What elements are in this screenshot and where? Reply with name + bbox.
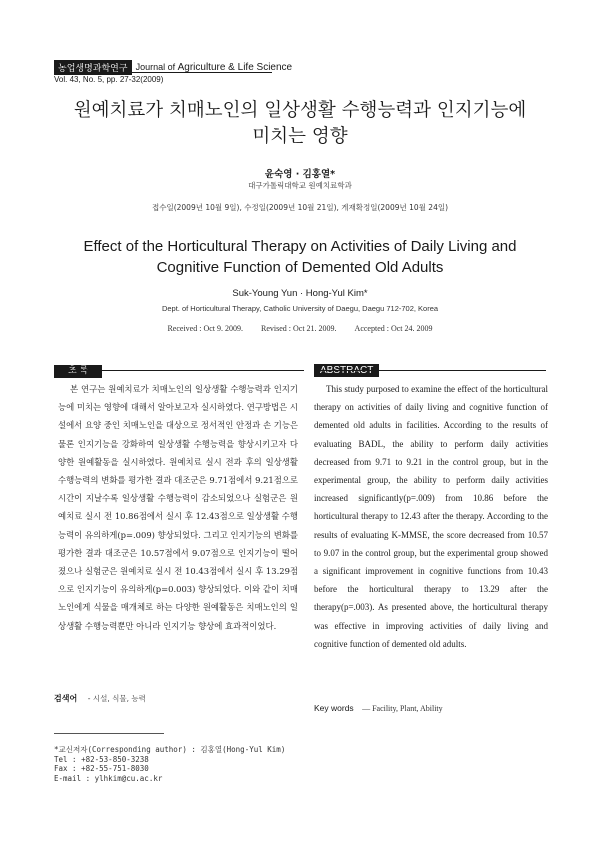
korean-abstract-heading — [54, 358, 304, 376]
english-keywords-value: — Facility, Plant, Ability — [362, 704, 443, 713]
english-affiliation: Dept. of Horticultural Therapy, Catholic University of Daegu, Daegu 712-702, Korea — [161, 304, 439, 313]
english-keywords-label: Key words — [314, 703, 354, 713]
english-keywords — [314, 703, 443, 713]
english-title-line2: Cognitive Function of Demented Old Adults — [156, 259, 444, 276]
english-title-line1: Effect of the Horticultural Therapy on Activities of Daily Living and — [83, 238, 517, 255]
english-abstract-label: ABSTRACT — [314, 364, 379, 377]
revised-date: Revised : Oct 21. 2009. — [261, 324, 337, 333]
footnote-email: E-mail : ylhkim@cu.ac.kr — [54, 773, 163, 783]
accepted-date: Accepted : Oct 24. 2009 — [354, 324, 433, 333]
korean-title — [40, 98, 560, 150]
korean-abstract-text: 본 연구는 원예치료가 치매노인의 일상생활 수행능력과 인지기능에 미치는 영향에 대해서 알아보고자 실시하였다. 연구방법은 시설에서 요양 중인 치매노인을 대상으로 정서적인 안정과 손 기능은 물론 인지기능을 강화하여 일상생활 수행능력을 향상시키고자 다양한 원예활동을 실시하였다. 원예치료 실시 전과 후의 일상생활 수행능력의 변화를 평가한 결과 대조군은 9.71점에서 9.21점으로 시간이 지날수록 일상생활 수행능력이 감소되었으나 실험군은 원예치료 실시 전 10.86점에서 실시 후 12.43점으로 일상생활 수행능력이 유의하게(p=.009) 향상되었다. 그리고 인지기능의 변화를 평가한 결과 대조군은 10.57점에서 9.07점으로 인지기능이 떨어졌으나 실험군은 원예치료 실시 전 10.43점에서 실시 후 13.29점으로 인지기능이 유의하게(p=0.003) 향상되었다. 이와 같이 치매노인에게 식물을 매개체로 하는 다양한 원예활동은 치매노인의 일상생활 수행능력뿐만 아니라 인지기능 향상에 효과적이었다. — [58, 384, 298, 631]
korean-affiliation: 대구가톨릭대학교 원예치료학과 — [248, 181, 352, 190]
english-abstract-heading — [314, 358, 546, 376]
english-abstract — [314, 380, 548, 653]
korean-keywords — [54, 693, 146, 704]
korean-abstract — [58, 380, 298, 635]
journal-name-prefix: Journal of — [135, 62, 176, 72]
volume-info: Vol. 43, No. 5, pp. 27-32(2009) — [54, 75, 164, 84]
journal-name-main: Agriculture & Life Science — [177, 62, 293, 73]
korean-title-line2: 미치는 영향 — [252, 126, 348, 147]
korean-dates: 접수일(2009년 10월 9일), 수정일(2009년 10월 21일), 게재확정일(2009년 10월 24일) — [151, 203, 449, 212]
korean-abstract-label: 초 록 — [54, 365, 102, 378]
heading-rule — [54, 370, 304, 371]
korean-keywords-label: 검색어 — [54, 694, 78, 703]
korean-title-line1: 원예치료가 치매노인의 일상생활 수행능력과 인지기능에 — [73, 100, 527, 121]
footnote — [54, 745, 285, 783]
footnote-tel: Tel : +82-53-850-3238 — [54, 754, 149, 764]
english-authors: Suk-Young Yun · Hong-Yul Kim* — [232, 288, 368, 299]
journal-rule — [54, 72, 272, 73]
footnote-rule — [54, 733, 164, 734]
footnote-corresponding: *교신저자(Corresponding author) : 김홍열(Hong-Yul Kim) — [54, 745, 286, 754]
english-title — [30, 236, 570, 278]
korean-keywords-value: - 시설, 식물, 능력 — [87, 694, 146, 703]
heading-rule — [314, 370, 546, 371]
journal-badge: 농업생명과학연구 — [54, 60, 132, 75]
received-date: Received : Oct 9. 2009. — [167, 324, 243, 333]
english-abstract-text: This study purposed to examine the effect of the horticultural therapy on activities of daily living and cognitive function of demented old adults in facilities. According to the results of evaluating BADL, the ability to perform daily activities decreased from 9.71 to 9.21 in the control group, but in the experimental group, the ability to perform daily activities increased significantly(p=.009) from 10.86 before the horticultural therapy to 12.43 after the therapy. According to the results of evaluating K-MMSE, the score decreased from 10.57 to 9.07 in the control group, but the experimental group showed a significant improvement in cognitive functions from 10.43 before the horticultural therapy to 13.29 after the therapy(p=.003). As presented above, the horticultural therapy was effective in improving activities of daily living and cognitive function of demented old adults. — [314, 384, 548, 649]
footnote-fax: Fax : +82-55-751-8030 — [54, 764, 149, 773]
korean-authors: 윤숙영 · 김홍열* — [264, 169, 336, 180]
english-dates — [40, 324, 560, 333]
